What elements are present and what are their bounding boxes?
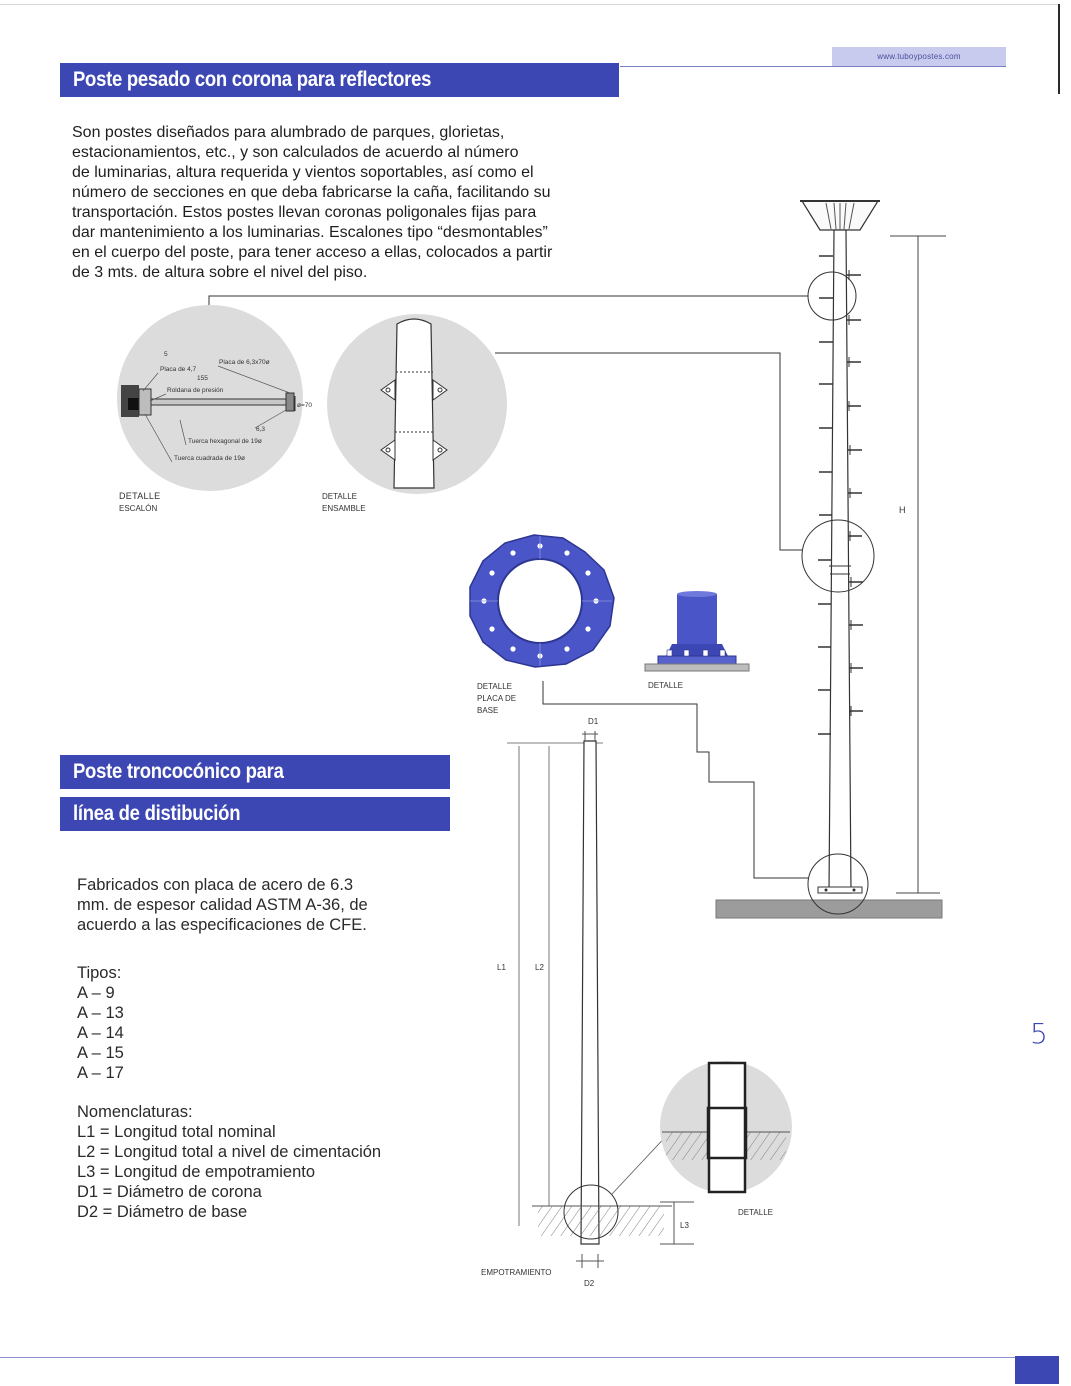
caption-ensamble-1: DETALLE xyxy=(322,492,357,501)
escalon-phi70: ø=70 xyxy=(297,402,312,409)
nomenclatura-item: D2 = Diámetro de base xyxy=(77,1203,248,1221)
nomenclatura-item: L1 = Longitud total nominal xyxy=(77,1123,276,1141)
caption-placa-base-3: BASE xyxy=(477,706,499,715)
nomenclaturas-list xyxy=(77,1102,437,1222)
caption-placa-base-1: DETALLE xyxy=(477,682,512,691)
d2-label: D2 xyxy=(584,1279,595,1288)
escalon-dim-155: 155 xyxy=(197,375,208,382)
nomenclatura-item: L2 = Longitud total a nivel de cimentación xyxy=(77,1143,382,1161)
caption-escalon-1: DETALLE xyxy=(119,491,161,501)
escalon-dim-5: 5 xyxy=(164,351,168,358)
detail-step-figure xyxy=(117,305,312,513)
caption-detalle-empotramiento: DETALLE xyxy=(738,1208,773,1217)
tipo-item: A – 9 xyxy=(77,984,115,1002)
escalon-placa-63: Placa de 6,3x70ø xyxy=(219,359,270,366)
l3-label: L3 xyxy=(680,1221,689,1230)
section1-title: Poste pesado con corona para reflectores xyxy=(73,68,432,91)
website-url[interactable]: www.tuboypostes.com xyxy=(832,47,1006,66)
tipo-item: A – 17 xyxy=(77,1064,124,1082)
section2-title-line2: línea de distibución xyxy=(73,802,241,825)
escalon-roldana: Roldana de presión xyxy=(167,387,224,394)
pole-elevation xyxy=(716,201,946,918)
section2-line: mm. de espesor calidad ASTM A-36, de xyxy=(77,896,368,914)
section1-line: transportación. Estos postes llevan coronas poligonales fijas para xyxy=(72,204,537,221)
escalon-dim-63: 6,3 xyxy=(256,426,266,433)
tipos-label: Tipos: xyxy=(77,964,122,982)
section1-line: número de secciones en que deba fabricarse la caña, facilitando su xyxy=(72,184,551,201)
escalon-tuerca-cuad: Tuerca cuadrada de 19ø xyxy=(174,455,245,462)
section2-line: Fabricados con placa de acero de 6.3 xyxy=(77,876,354,894)
detail-assembly-figure xyxy=(322,314,507,513)
caption-detalle-base: DETALLE xyxy=(648,681,683,690)
page-number: 5 xyxy=(1030,1017,1048,1050)
detail-base-figure xyxy=(645,591,749,690)
section1-line: dar mantenimiento a los luminarias. Escalones tipo “desmontables” xyxy=(72,224,548,241)
section1-line: Son postes diseñados para alumbrado de parques, glorietas, xyxy=(72,124,505,141)
tipo-item: A – 14 xyxy=(77,1024,124,1042)
section2-paragraph xyxy=(77,875,437,935)
caption-escalon-2: ESCALÓN xyxy=(119,504,158,513)
nomenclatura-item: D1 = Diámetro de corona xyxy=(77,1183,262,1201)
detail-base-plate-figure xyxy=(470,535,614,715)
section2-title-bar-2 xyxy=(60,797,450,831)
tipo-item: A – 13 xyxy=(77,1004,124,1022)
section1-line: de 3 mts. de altura sobre el nivel del piso. xyxy=(72,264,368,281)
nomenclatura-item: L3 = Longitud de empotramiento xyxy=(77,1163,316,1181)
caption-ensamble-2: ENSAMBLE xyxy=(322,504,366,513)
empotramiento-label: EMPOTRAMIENTO xyxy=(481,1268,552,1277)
section2-title-bar-1 xyxy=(60,755,450,789)
footer-rule xyxy=(0,1357,1015,1358)
escalon-tuerca-hex: Tuerca hexagonal de 19ø xyxy=(188,438,262,445)
tipos-list xyxy=(77,963,277,1083)
section1-line: de luminarias, altura requerida y vientos soportables, así como el xyxy=(72,164,534,181)
l1-label: L1 xyxy=(497,963,506,972)
caption-placa-base-2: PLACA DE xyxy=(477,694,517,703)
tipo-item: A – 15 xyxy=(77,1044,124,1062)
section2-title-line1: Poste troncocónico para xyxy=(73,760,284,783)
escalon-placa-47: Placa de 4,7 xyxy=(160,366,197,373)
section1-line: en el cuerpo del poste, para tener acceso a ellas, colocados a partir xyxy=(72,244,553,261)
height-label: H xyxy=(899,505,906,515)
section2-line: acuerdo a las especificaciones de CFE. xyxy=(77,916,367,934)
d1-label: D1 xyxy=(588,717,599,726)
nomenclaturas-label: Nomenclaturas: xyxy=(77,1103,193,1121)
distribution-pole-figure xyxy=(481,717,792,1288)
footer-page-block xyxy=(1015,1356,1059,1384)
section1-line: estacionamientos, etc., y son calculados de acuerdo al número xyxy=(72,144,519,161)
l2-label: L2 xyxy=(535,963,544,972)
